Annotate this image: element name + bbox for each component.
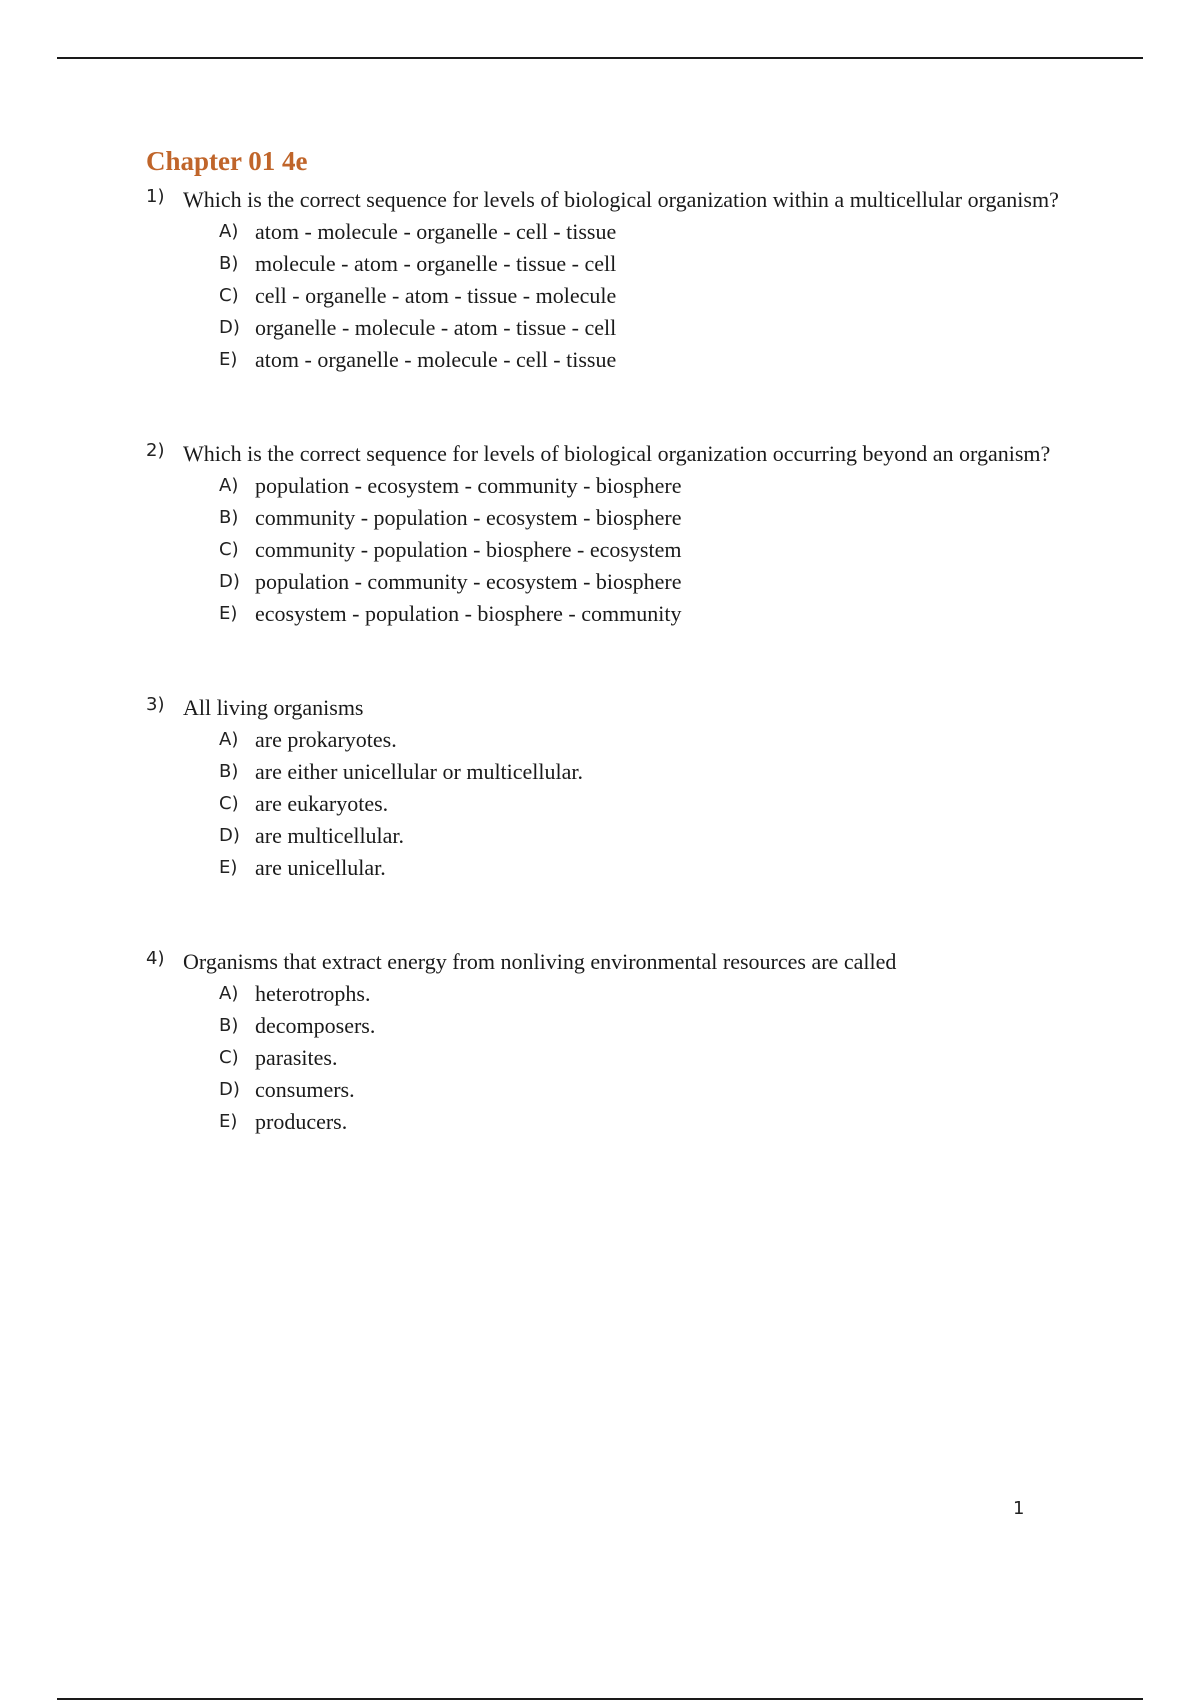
question-1	[146, 184, 1066, 376]
question-text: Which is the correct sequence for levels of biological organization occurring beyond an organism?	[183, 441, 1051, 466]
option-d	[219, 820, 1066, 852]
option-a	[219, 724, 1066, 756]
question-number: 1)	[146, 186, 165, 207]
option-text: molecule - atom - organelle - tissue - cell	[255, 251, 617, 276]
option-b	[219, 1010, 1066, 1042]
option-d	[219, 566, 1066, 598]
option-e	[219, 344, 1066, 376]
option-text: parasites.	[255, 1045, 338, 1070]
question-number: 3)	[146, 694, 165, 715]
option-a	[219, 470, 1066, 502]
option-letter: E)	[219, 1111, 238, 1132]
option-letter: A)	[219, 729, 239, 750]
option-text: heterotrophs.	[255, 981, 371, 1006]
option-c	[219, 280, 1066, 312]
option-letter: C)	[219, 539, 239, 560]
option-letter: D)	[219, 317, 240, 338]
question-text: Organisms that extract energy from nonliving environmental resources are called	[183, 949, 897, 974]
option-b	[219, 502, 1066, 534]
question-2	[146, 438, 1066, 630]
option-e	[219, 852, 1066, 884]
answer-options	[183, 978, 1066, 1138]
option-text: ecosystem - population - biosphere - community	[255, 601, 682, 626]
option-c	[219, 788, 1066, 820]
option-text: population - community - ecosystem - biosphere	[255, 569, 682, 594]
option-letter: E)	[219, 857, 238, 878]
header-rule	[57, 57, 1143, 59]
document-content	[146, 144, 1066, 1138]
option-letter: A)	[219, 221, 239, 242]
option-letter: D)	[219, 1079, 240, 1100]
option-letter: C)	[219, 285, 239, 306]
question-number: 4)	[146, 948, 165, 969]
option-letter: B)	[219, 507, 239, 528]
question-text: Which is the correct sequence for levels of biological organization within a multicellular organism?	[183, 187, 1059, 212]
option-c	[219, 1042, 1066, 1074]
option-letter: A)	[219, 983, 239, 1004]
option-d	[219, 1074, 1066, 1106]
question-text: All living organisms	[183, 695, 364, 720]
option-text: population - ecosystem - community - biosphere	[255, 473, 682, 498]
option-letter: C)	[219, 1047, 239, 1068]
spacer	[146, 630, 1066, 692]
option-a	[219, 216, 1066, 248]
option-text: cell - organelle - atom - tissue - molecule	[255, 283, 617, 308]
option-text: organelle - molecule - atom - tissue - cell	[255, 315, 617, 340]
option-letter: D)	[219, 571, 240, 592]
spacer	[146, 884, 1066, 946]
option-text: atom - organelle - molecule - cell - tissue	[255, 347, 617, 372]
option-text: consumers.	[255, 1077, 355, 1102]
option-text: community - population - ecosystem - biosphere	[255, 505, 682, 530]
option-b	[219, 756, 1066, 788]
answer-options	[183, 470, 1066, 630]
option-letter: B)	[219, 253, 239, 274]
option-a	[219, 978, 1066, 1010]
option-text: are prokaryotes.	[255, 727, 397, 752]
option-letter: A)	[219, 475, 239, 496]
question-3	[146, 692, 1066, 884]
option-letter: D)	[219, 825, 240, 846]
option-text: are multicellular.	[255, 823, 405, 848]
spacer	[146, 376, 1066, 438]
option-letter: E)	[219, 603, 238, 624]
option-text: atom - molecule - organelle - cell - tissue	[255, 219, 617, 244]
option-d	[219, 312, 1066, 344]
option-letter: B)	[219, 1015, 239, 1036]
option-text: producers.	[255, 1109, 348, 1134]
answer-options	[183, 216, 1066, 376]
option-letter: E)	[219, 349, 238, 370]
option-text: are eukaryotes.	[255, 791, 389, 816]
option-e	[219, 598, 1066, 630]
question-4	[146, 946, 1066, 1138]
option-text: are unicellular.	[255, 855, 386, 880]
option-text: decomposers.	[255, 1013, 376, 1038]
answer-options	[183, 724, 1066, 884]
option-e	[219, 1106, 1066, 1138]
option-c	[219, 534, 1066, 566]
chapter-title: Chapter 01 4e	[146, 146, 308, 176]
page-number: 1	[1013, 1498, 1025, 1519]
option-text: community - population - biosphere - ecosystem	[255, 537, 682, 562]
option-b	[219, 248, 1066, 280]
option-letter: C)	[219, 793, 239, 814]
question-number: 2)	[146, 440, 165, 461]
option-letter: B)	[219, 761, 239, 782]
option-text: are either unicellular or multicellular.	[255, 759, 584, 784]
